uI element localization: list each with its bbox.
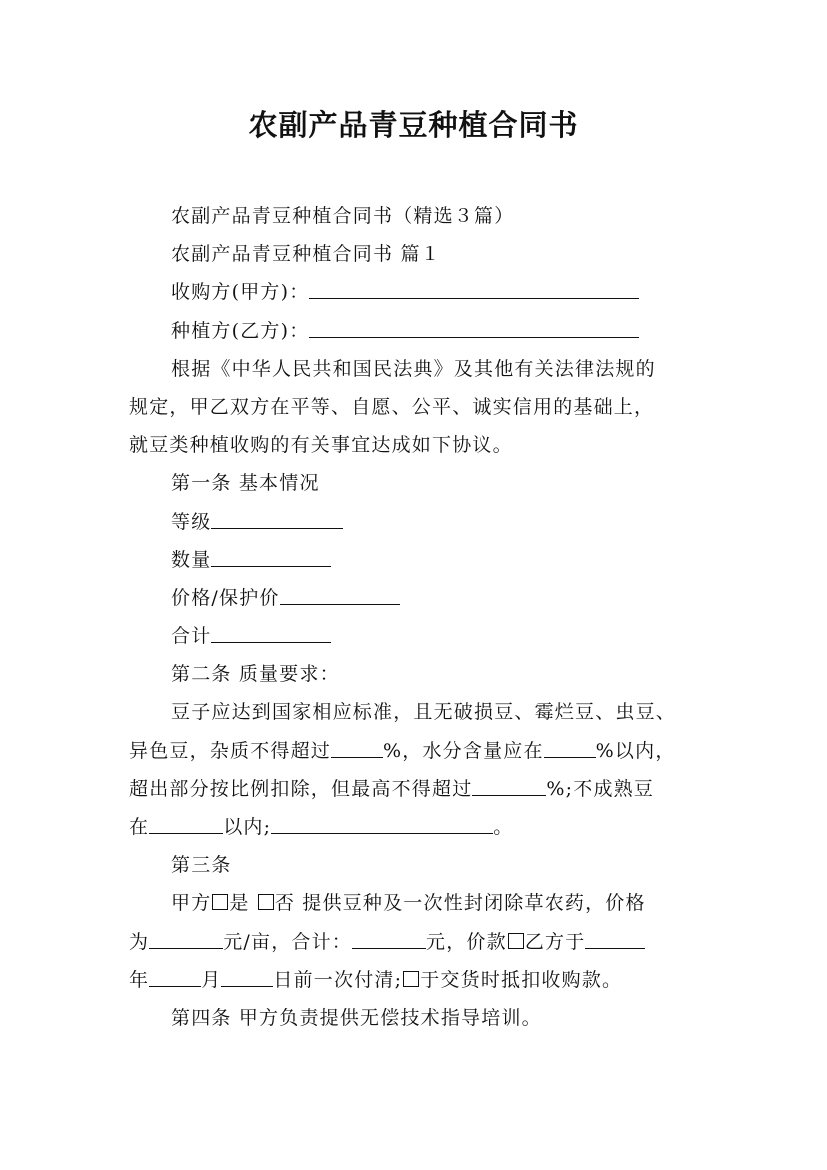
buyer-line <box>129 273 709 311</box>
grade-label: 等级 <box>171 510 212 533</box>
grade-blank <box>211 510 343 529</box>
subtitle: 农副产品青豆种植合同书（精选３篇） <box>171 205 515 227</box>
quality-line-1: 豆子应达到国家相应标准，且无破损豆、霉烂豆、虫豆、 <box>171 701 677 724</box>
article-4: 第四条 甲方负责提供无偿技术指导培训。 <box>171 1006 542 1029</box>
intro-line-3: 就豆类种植收购的有关事宜达成如下协议。 <box>129 434 513 457</box>
document-body <box>129 197 709 1037</box>
max-deduction-blank <box>472 777 546 796</box>
extra-terms-blank <box>271 815 493 834</box>
document-title: 农副产品青豆种植合同书 <box>248 108 579 142</box>
per-mu-price-blank <box>149 930 223 949</box>
pay-month-blank <box>149 968 201 987</box>
quantity-blank <box>211 548 331 567</box>
grower-label: 种植方(乙方)： <box>171 319 310 342</box>
impurity-blank <box>331 739 383 758</box>
part-heading: 农副产品青豆种植合同书 篇１ <box>171 243 441 266</box>
grade-line <box>129 503 709 541</box>
article-2-heading: 第二条 质量要求： <box>171 663 340 686</box>
quantity-line <box>129 541 709 579</box>
pay-by-date-checkbox[interactable] <box>508 933 524 949</box>
immature-blank <box>149 815 223 834</box>
price-line <box>129 579 709 617</box>
seed-line-1: 甲方 是 否 提供豆种及一次性封闭除草农药，价格 <box>171 892 646 915</box>
price-label: 价格/保护价 <box>171 586 280 609</box>
buyer-blank <box>309 280 639 299</box>
no-checkbox[interactable] <box>258 894 274 910</box>
seed-total-blank <box>352 930 426 949</box>
article-3-heading: 第三条 <box>171 854 232 877</box>
intro-line-2: 规定，甲乙双方在平等、自愿、公平、诚实信用的基础上， <box>129 395 655 418</box>
grower-line <box>129 312 709 350</box>
seed-line-3: 年 月 日前一次付清; 于交货时抵扣收购款。 <box>129 968 623 991</box>
price-blank <box>280 586 400 605</box>
intro-line-1: 根据《中华人民共和国民法典》及其他有关法律法规的 <box>171 357 656 380</box>
quality-line-2: 异色豆，杂质不得超过 %，水分含量应在 %以内， <box>129 739 676 762</box>
total-line <box>129 617 709 655</box>
quantity-label: 数量 <box>171 548 212 571</box>
article-1-heading: 第一条 基本情况 <box>171 472 320 495</box>
moisture-blank <box>544 739 596 758</box>
pay-day-blank <box>221 968 273 987</box>
total-blank <box>211 624 331 643</box>
deduct-checkbox[interactable] <box>403 971 419 987</box>
seed-line-2: 为 元/亩，合计： 元，价款 乙方于 <box>129 923 709 961</box>
quality-line-3: 超出部分按比例扣除，但最高不得超过 %;不成熟豆 <box>129 777 655 800</box>
total-label: 合计 <box>171 625 212 648</box>
pay-year-blank <box>585 930 645 949</box>
yes-checkbox[interactable] <box>212 894 228 910</box>
buyer-label: 收购方(甲方)： <box>171 281 310 304</box>
grower-blank <box>309 319 639 338</box>
quality-line-4: 在 以内; 。 <box>129 816 514 838</box>
